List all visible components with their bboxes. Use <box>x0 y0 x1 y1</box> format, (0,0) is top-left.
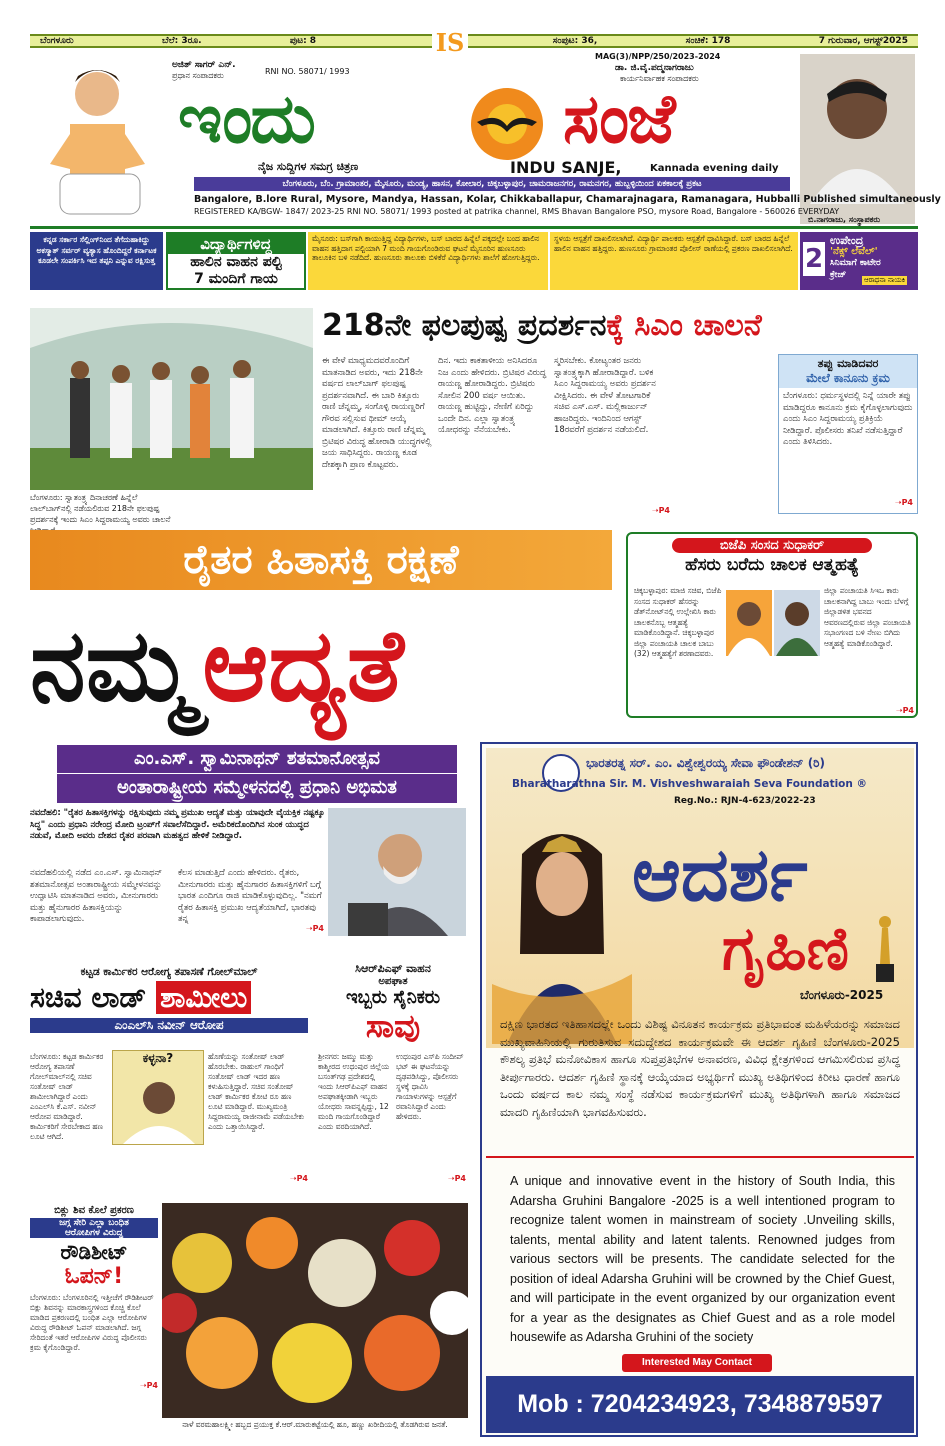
swami-col-2: ಕೆಲಸ ಮಾಡುತ್ತಿದೆ ಎಂದು ಹೇಳಿದರು. ರೈತರು, ಮೀನುಗಾರರು ಮತ್ತು ಹೈನುಗಾರರ ಹಿತಾಸಕ್ತಿಗಳಿಗೆ ಬಗ್ಗೆ ಭಾರತ ಎಂದಿಗೂ ರಾಜಿ ಮಾಡಿಕೊಳ್ಳುವುದಿಲ್ಲ. "ನಮಗೆ ರೈತರ ಹಿತಾಸಕ್ತಿ ಪ್ರಮುಖ ಆದ್ಯತೆಯಾಗಿದೆ, ಭಾರತವು ತನ್ನ <box>178 868 322 924</box>
english-desc: Kannada evening daily <box>650 163 779 174</box>
volume-label: ಸಂಪುಟ: 36, <box>552 36 598 46</box>
lad-story <box>30 966 308 1186</box>
exec-editor-name: ಡಾ. ಜಿ.ವೈ.ಪದ್ಮನಾಗರಾಜು <box>615 63 694 73</box>
bjp-continued: ➝P4 <box>895 706 914 715</box>
model-illustration <box>492 814 632 1044</box>
trophy-icon <box>872 914 898 984</box>
top-strip <box>30 34 918 48</box>
sunset-logo <box>452 84 562 164</box>
is-logo: IS <box>432 28 468 56</box>
masthead-rule <box>30 226 918 229</box>
rowdy-headline-1: ರೌಡಿಶೀಟ್ <box>60 1240 128 1264</box>
lad-col-2: ಹೊಣೆಯನ್ನು ಸಂತೋಷ್ ಲಾಡ್ ಹೊರಬೇಕು. ರಾಹುಲ್ ಗಾಂಧಿಗೆ ಸಂತೋಷ್ ಲಾಡ್ ಇದರ ಹಣ ಕಳುಹಿಸುತ್ತಿದ್ದಾರೆ. ಸಚಿವ ಸಂತೋಷ್ ಲಾಡ್ ಕಾರ್ಮಿಕರ ಕೋಟಿ ರೂ ಹಣ ಲೂಟಿ ಮಾಡಿದ್ದಾರೆ. ಮುಖ್ಯಮಂತ್ರಿ ಸಿದ್ದರಾಮಯ್ಯ ರಾಜೀನಾಮೆ ಪಡೆಯಬೇಕು ಎಂದು ಒತ್ತಾಯಿಸಿದ್ದಾರೆ. <box>208 1052 305 1131</box>
upendra-box <box>800 232 918 290</box>
editions-english: Bangalore, B.lore Rural, Mysore, Mandya, Hassan, Kolar, Chikkaballapur, Chamarajnagara, Ramanagara, Hubballi Published simultaneously <box>194 194 941 205</box>
crpf-col-1: ಶ್ರೀನಗರ: ಜಮ್ಮು ಮತ್ತು ಕಾಶ್ಮೀರದ ಉಧಂಪುರ ಜಿಲ್ಲೆಯ ಬಸಂತ್‌ಗಢ ಪ್ರದೇಶದಲ್ಲಿ ಇಂದು ಸಿಆರ್‌ಪಿಎಫ್ ವಾಹನ ಅಪಘಾತಕ್ಕೀಡಾಗಿ ಇಬ್ಬರು ಯೋಧರು ಸಾವನ್ನಪ್ಪಿದ್ದು, 12 ಮಂದಿ ಗಾಯಗೊಂಡಿದ್ದಾರೆ ಎಂದು ವರದಿಯಾಗಿದೆ. <box>318 1052 390 1131</box>
rowdy-kicker: ಬಿಕ್ಲು ಶಿವ ಕೊಲೆ ಪ್ರಕರಣ <box>54 1205 134 1216</box>
foundation-en: Bharatharathna Sir. M. Vishveshwaraiah Seva Foundation ® <box>512 778 868 790</box>
contact-label: Interested May Contact <box>622 1354 772 1372</box>
lad-bubble: ಕಳ್ಳನಾ? <box>142 1051 174 1065</box>
ticker-body-2: ಸ್ಥಳಯ ಆಸ್ಪತ್ರೆಗೆ ದಾಖಲಿಸಲಾಗಿದೆ. ವಿದ್ಯಾರ್ಥಿ ಪಾಲಕರು ಆಸ್ಪತ್ರೆಗೆ ಧಾವಿಸಿದ್ದಾರೆ. ಬಸ್ ಬಾರದ ಹಿನ್ನೆಲೆ ಹಾಲಿನ ವಾಹನ ಹತ್ತಿದ್ದರು. ಹುಣಸೂರು ಗ್ರಾಮಾಂತರ ಪೊಲೀಸ್ ಠಾಣೆಯಲ್ಲಿ ಪ್ರಕರಣ ದಾಖಲಿಸಲಾಗಿದೆ. <box>550 232 798 290</box>
ad-place: ಬೆಂಗಳೂರು-2025 <box>800 988 884 1002</box>
story1-headline <box>322 308 762 343</box>
crpf-story <box>318 962 468 1187</box>
issue-label: ಸಂಚಿಕೆ: 178 <box>685 36 731 46</box>
swami-headline-box <box>57 745 457 803</box>
flower-market-caption: ನಾಳೆ ವರಮಹಾಲಕ್ಷ್ಮೀ ಹಬ್ಬದ ಪ್ರಯುಕ್ತ ಕೆ.ಆರ್.ಮಾರುಕಟ್ಟೆಯಲ್ಲಿ ಹೂ, ಹಣ್ಣು ಖರೀದಿಯಲ್ಲಿ ತೊಡಗಿರುವ ಜನತೆ. <box>182 1420 448 1429</box>
flower-market-photo <box>162 1203 468 1418</box>
foundation-kn: ಭಾರತರತ್ನ ಸರ್. ಎಂ. ವಿಶ್ವೇಶ್ವರಯ್ಯ ಸೇವಾ ಫೌಂಡೇಶನ್ (ರಿ) <box>586 756 826 770</box>
lad-kicker: ಕಟ್ಟಡ ಕಾರ್ಮಿಕರ ಆರೋಗ್ಯ ತಪಾಸಣೆ ಗೋಲ್‌ಮಾಲ್ <box>80 966 258 978</box>
sidebar-story <box>778 354 918 514</box>
ticker-headline-2: ಹಾಲಿನ ವಾಹನ ಪಲ್ಟಿ <box>190 254 282 270</box>
crpf-kicker-2: ಅಪಘಾತ <box>378 976 408 987</box>
city-label: ಬೆಂಗಳೂರು <box>40 36 74 46</box>
upendra-tag: ಆರಾಧನಾ ನಾಯಕಿ <box>864 276 906 284</box>
swami-lead: ನವದೆಹಲಿ: "ರೈತರ ಹಿತಾಸಕ್ತಿಗಳನ್ನು ರಕ್ಷಿಸುವುದು ನಮ್ಮ ಪ್ರಮುಖ ಆದ್ಯತೆ ಮತ್ತು ಯಾವುದೇ ವೈಯಕ್ತಿಕ ನಷ್ಟಕ್ಕೂ ಸಿದ್ಧ" ಎಂದು ಪ್ರಧಾನಿ ನರೇಂದ್ರ ಮೋದಿ ಟ್ರಂಪ್‌ಗೆ ಸವಾಲೆಸೆದಿದ್ದಾರೆ. ಅಮೆರಿಕದೊಂದಿಗಿನ ಸುಂಕ ಯುದ್ಧದ ನಡುವೆ, ಮೋದಿ ಅವರು ದೇಶದ ರೈತರ ಪರವಾಗಿ ಮಹತ್ವದ ಹೇಳಿಕೆ ನೀಡಿದ್ದಾರೆ. <box>30 808 325 841</box>
lad-photo <box>112 1050 204 1145</box>
upendra-line-2: 'ನೆಕ್ಸ್ ಲೆವೆಲ್' <box>830 246 878 257</box>
ad-english-body: A unique and innovative event in the history of South India, this Adarsha Gruhini Bangalore -2025 is a well intentioned program to recognize talent women in mainstream of society .Unveiling skills, talents, mental ability and latent talents. Renowned judges from various sectors will be presents. The candidate selected for the position of ideal Adarsha Gruhini will be crowned by the Chief Guest, and will participate in the event organized by our organization event for a year as the designates as Chief Guest and as a role model housewife as Adarsha Gruhini of the society <box>510 1174 895 1344</box>
bjp-title: ಬಿಜೆಪಿ ಸಂಸದ ಸುಧಾಕರ್ <box>672 538 872 553</box>
sidebar-title-2: ಮೇಲೆ ಕಾನೂನು ಕ್ರಮ <box>806 371 890 385</box>
banner-red: ಆದ್ಯತೆ <box>202 607 404 724</box>
english-name: INDU SANJE, <box>510 158 622 177</box>
foundation-reg: Reg.No.: RJN-4-623/2022-23 <box>674 796 816 806</box>
lad-continued: ➝P4 <box>289 1174 308 1183</box>
lad-subtitle: ಎಂಎಲ್‌ಸಿ ನವೀನ್ ಆರೋಪ <box>30 1018 308 1033</box>
lad-headline-black: ಸಚಿವ ಲಾಡ್ <box>30 981 147 1014</box>
sidebar-continued: ➝P4 <box>894 498 913 507</box>
ticker-body-1: ಮೈಸೂರು: ಬಸ್‌ಗಾಗಿ ಕಾಯುತ್ತಿದ್ದ ವಿದ್ಯಾರ್ಥಿಗಳು, ಬಸ್ ಬಾರದ ಹಿನ್ನೆಲೆ ಪಕ್ಕದಲ್ಲೇ ಬಂದ ಹಾಲಿನ ವಾಹನ ಹತ್ತಿದಾಗ ಪಲ್ಟಿಯಾಗಿ 7 ಮಂದಿ ಗಾಯಗೊಂಡಿರುವ ಘಟನೆ ಮೈಸೂರಿನ ಹುಣಸೂರು ತಾಲೂಕಿನ ಬಳಿ ನಡೆದಿದೆ. ಹುಣಸೂರು ತಾಲೂಕು ಬಿಳಿಕೆರೆ ವಿದ್ಯಾರ್ಥಿಗಳು ಶಾಲೆಗೆ ಹೋಗುತ್ತಿದ್ದರು. <box>308 232 548 290</box>
rowdy-sub-1: ಜಗ್ಗ ಸೇರಿ ಎಲ್ಲಾ ಬಂಧಿತ <box>30 1218 158 1228</box>
adarsha-ad <box>480 742 918 1437</box>
banner-top: ರೈತರ ಹಿತಾಸಕ್ತಿ ರಕ್ಷಣೆ <box>30 530 612 590</box>
crpf-kicker-1: ಸಿಆರ್‌ಪಿಎಫ್ ವಾಹನ <box>355 962 431 975</box>
upendra-line-1: ಉಪೇಂದ್ರ <box>830 234 864 247</box>
swami-continued: ➝P4 <box>305 924 324 933</box>
ad-title-2: ಗೃಹಿಣಿ <box>722 914 850 984</box>
crpf-col-2: ಉಧಂಪುರ ಎಸ್‌ಪಿ ಸಂದೀಪ್ ಭಟ್ ಈ ಘಟನೆಯನ್ನು ದೃಢಪಡಿಸಿದ್ದು, ಪೊಲೀಸರು ಸ್ಥಳಕ್ಕೆ ಧಾವಿಸಿ ಗಾಯಾಳುಗಳನ್ನು ಆಸ್ಪತ್ರೆಗೆ ರವಾನಿಸಿದ್ದಾರೆ ಎಂದು ಹೇಳಿದರು. <box>396 1052 464 1121</box>
upendra-number: 2 <box>804 244 824 274</box>
rowdy-body: ಬೆಂಗಳೂರು: ಬೆಂಗಳೂರಿನಲ್ಲಿ ಇತ್ತೀಚೆಗೆ ರೌಡಿಶೀಟರ್ ಬಿಕ್ಲು ಶಿವನನ್ನು ಮಾರಕಾಸ್ತ್ರಗಳಿಂದ ಕೊಚ್ಚಿ ಕೊಲೆ ಮಾಡಿದ ಪ್ರಕರಣದಲ್ಲಿ ಬಂಧಿತ ಎಲ್ಲಾ ಆರೋಪಿಗಳ ವಿರುದ್ಧ ರೌಡಿಶೀಟ್ ಓಪನ್ ಮಾಡಲಾಗಿದೆ. ಜಗ್ಗ ಸೇರಿದಂತೆ ಇತರೆ ಆರೋಪಿಗಳ ವಿರುದ್ಧ ಪೊಲೀಸರು ಕ್ರಮ ಕೈಗೊಂಡಿದ್ದಾರೆ. <box>30 1293 154 1352</box>
flower-show-caption: ಬೆಂಗಳೂರು: ಸ್ವಾತಂತ್ರ್ಯ ದಿನಾಚರಣೆ ಹಿನ್ನೆಲೆ ಲಾಲ್‌ಬಾಗ್‌ನಲ್ಲಿ ನಡೆಯಲಿರುವ 218ನೇ ಫಲಪುಷ್ಪ ಪ್ರದರ್ಶನಕ್ಕೆ ಇಂದು ಸಿಎಂ ಸಿದ್ದರಾಮಯ್ಯ ಅವರು ಚಾಲನೆ <box>30 493 171 524</box>
driver-photo <box>774 590 820 656</box>
crpf-headline-2: ಸಾವು <box>365 1007 421 1045</box>
swami-line-1: ಎಂ.ಎಸ್. ಸ್ವಾಮಿನಾಥನ್ ಶತಮಾನೋತ್ಸವ <box>57 745 457 774</box>
mag-number: MAG(3)/NPP/250/2023-2024 <box>595 52 721 61</box>
title-right: ಸಂಜೆ <box>563 80 674 159</box>
bjp-left-text: ಚಿಕ್ಕಬಳ್ಳಾಪುರ: ಮಾಜಿ ಸಚಿವ, ಬಿಜೆಪಿ ಸಂಸದ ಸುಧಾಕರ್ ಹೆಸರನ್ನು ಡೆತ್‌ನೋಟ್‌ನಲ್ಲಿ ಉಲ್ಲೇಖಿಸಿ ಕಾರು ಚಾಲಕನೊಬ್ಬ ಆತ್ಮಹತ್ಯೆ ಮಾಡಿಕೊಂಡಿದ್ದಾನೆ. ಚಿಕ್ಕಬಳ್ಳಾಪುರ ಜಿಲ್ಲಾ ಪಂಚಾಯತಿ ಚಾಲಕ ಬಾಬು (32) ಆತ್ಮಹತ್ಯೆಗೆ ಶರಣಾದವರು. <box>634 586 722 658</box>
sidebar-title-1: ತಪ್ಪು ಮಾಡಿದವರ <box>817 357 879 370</box>
story1-col-1: ಈ ವೇಳೆ ಮಾಧ್ಯಮದವರೊಂದಿಗೆ ಮಾತನಾಡಿದ ಅವರು, ಇದು 218ನೇ ವರ್ಷದ ಲಾಲ್‌ಬಾಗ್ ಫಲಪುಷ್ಪ ಪ್ರದರ್ಶನವಾಗಿದೆ. ಈ ಬಾರಿ ಕಿತ್ತೂರು ರಾಣಿ ಚೆನ್ನಮ್ಮ, ಸಂಗೊಳ್ಳಿ ರಾಯಣ್ಣರಿಗೆ ಗೌರವ ಸಲ್ಲಿಸುವ ಥೀಮ್ ಆಯ್ಕೆ ಮಾಡಲಾಗಿದೆ. ಕಿತ್ತೂರು ರಾಣಿ ಚೆನ್ನಮ್ಮ ಬ್ರಿಟಿಷರ ವಿರುದ್ಧ ಹೋರಾಡಿ ಯುದ್ಧಗಳಲ್ಲಿ ಜಯ ಸಾಧಿಸಿದ್ದರು. ರಾಯಣ್ಣ ಕೂಡ ದೇಶಕ್ಕಾಗಿ ಪ್ರಾಣ ಕೊಟ್ಟವರು. <box>322 356 432 470</box>
story1-col-2: ದಿನ. ಇದು ಕಾಕತಾಳೀಯ ಅನಿಸಿದರೂ ನಿಜ ಎಂದು ಹೇಳಿದರು. ಬ್ರಿಟಿಷರ ವಿರುದ್ಧ ರಾಯಣ್ಣ ಹೋರಾಡಿದ್ದರು. ಬ್ರಿಟಿಷರು ಸೋಲಿನ 200 ವರ್ಷ ಆಯಿತು. ರಾಯಣ್ಣ ಹುಟ್ಟಿದ್ದು, ನೇಣಿಗೆ ಏರಿದ್ದು ಒಂದೇ ದಿನ. ಎಲ್ಲಾ ಸ್ವಾತಂತ್ರ್ಯ ಯೋಧರನ್ನು ನೆನೆಯಬೇಕು. <box>438 356 547 435</box>
title-left: ಇಂದು <box>178 80 314 159</box>
flower-show-photo <box>30 308 313 490</box>
swami-line-2: ಅಂತಾರಾಷ್ಟ್ರೀಯ ಸಮ್ಮೇಳನದಲ್ಲಿ ಪ್ರಧಾನಿ ಅಭಿಮತ <box>117 777 397 798</box>
rni-number: RNI NO. 58071/ 1993 <box>265 67 350 76</box>
bjp-story <box>626 532 918 718</box>
story1-headline-red: ಕ್ಕೆ ಸಿಎಂ ಚಾಲನೆ <box>606 308 762 343</box>
price-label: ಬೆಲೆ: 3ರೂ. <box>161 36 202 46</box>
rowdy-continued: ➝P4 <box>139 1381 158 1390</box>
swami-col-1: ನವದೆಹಲಿಯಲ್ಲಿ ನಡೆದ ಎಂ.ಎಸ್. ಸ್ವಾಮಿನಾಥನ್ ಶತಮಾನೋತ್ಸವ ಅಂತಾರಾಷ್ಟ್ರೀಯ ಸಮ್ಮೇಳನವನ್ನು ಉದ್ಘಾಟಿಸಿ ಮಾತನಾಡಿದ ಅವರು, ಮೀನುಗಾರರು ಮತ್ತು ಹೈನುಗಾರರ ಹಿತಾಸಕ್ತಿಯನ್ನು ಕಾಪಾಡಲಾಗುವುದು. <box>30 868 163 924</box>
registration-line: REGISTERED KA/BGW- 1847/ 2023-25 RNI NO. 58071/ 1993 posted at patrika channel, RMS Bhavan Bangalore PSO, mysore Road, Bangalore - 560026 EVERYDAY <box>194 207 840 216</box>
modi-photo <box>328 808 466 936</box>
exec-editor-role: ಕಾರ್ಯನಿರ್ವಾಹಕ ಸಂಪಾದಕರು <box>620 74 699 83</box>
editor-name: ಅಜಿತ್ ಸಾಗರ್ ಎನ್. <box>172 60 236 70</box>
rowdy-story <box>30 1205 158 1435</box>
ad-title-1: ಆದರ್ಶ <box>632 832 808 918</box>
sudhakar-photo <box>726 590 772 656</box>
editor-role: ಪ್ರಧಾನ ಸಂಪಾದಕರು <box>172 71 224 80</box>
story1-col-3: ಸ್ಮರಿಸಬೇಕು. ಕೋಟ್ಯಂತರ ಜನರು ಸ್ವಾತಂತ್ರ್ಯಕ್ಕಾಗಿ ಹೋರಾಡಿದ್ದಾರೆ. ಬಳಿಕ ಸಿಎಂ ಸಿದ್ದರಾಮಯ್ಯ ಅವರು ಪ್ರದರ್ಶನ ವೀಕ್ಷಿಸಿದರು. ಈ ವೇಳೆ ತೋಟಗಾರಿಕೆ ಸಚಿವ ಎಸ್.ಎಸ್. ಮಲ್ಲಿಕಾರ್ಜುನ್ ಹಾಜರಿದ್ದರು. ಇಂದಿನಿಂದ ಆಗಸ್ಟ್ 18ರವರೆಗೆ ಪ್ರದರ್ಶನ ನಡೆಯಲಿದೆ. <box>554 356 656 435</box>
bjp-right-text: ಜಿಲ್ಲಾ ಪಂಚಾಯತಿ ಸಿಇಒ ಕಾರು ಚಾಲಕನಾಗಿದ್ದ ಬಾಬು ಇಂದು ಬೆಳಗ್ಗೆ ಜಿಲ್ಲಾಡಳಿತ ಭವನದ ಆವರಣದಲ್ಲಿರುವ ಜಿಲ್ಲಾ ಪಂಚಾಯತಿ ಸಭಾಂಗಣದ ಬಳಿ ನೇಣು ಬಿಗಿದು ಆತ್ಮಹತ್ಯೆ ಮಾಡಿಕೊಂಡಿದ್ದಾರೆ. <box>824 586 911 648</box>
banner-black: ನಮ್ಮ <box>30 607 195 724</box>
ticker-headline-3: 7 ಮಂದಿಗೆ ಗಾಯ <box>194 271 278 287</box>
rowdy-headline-2: ಓಪನ್! <box>64 1264 124 1289</box>
bjp-subtitle: ಹೆಸರು ಬರೆದು ಚಾಲಕ ಆತ್ಮಹತ್ಯೆ <box>685 555 859 575</box>
date-label: 7 ಗುರುವಾರ, ಆಗಸ್ಟ್2025 <box>818 36 908 46</box>
upendra-line-3: ಸಿನಿಮಾಗೆ ಕಾಟೇರ <box>830 258 881 268</box>
editions-kannada: ಬೆಂಗಳೂರು, ಬೆಂ. ಗ್ರಾಮಾಂತರ, ಮೈಸೂರು, ಮಂಡ್ಯ, ಹಾಸನ, ಕೋಲಾರ, ಚಿಕ್ಕಬಳ್ಳಾಪುರ, ಚಾಮರಾಜನಗರ, ರಾಮನಗರ, ಹುಬ್ಬಳ್ಳಿಯಿಂದ ಏಕಕಾಲಕ್ಕೆ ಪ್ರಕಟ <box>194 177 790 191</box>
banner-main <box>30 598 404 733</box>
rowdy-sub-2: ಆರೋಪಿಗಳ ವಿರುದ್ಧ <box>30 1228 158 1238</box>
lad-headline <box>30 981 308 1015</box>
sidebar-body: ಬೆಂಗಳೂರು: ಧರ್ಮಸ್ಥಳದಲ್ಲಿ ನಿನ್ನೆ ಯಾರೇ ತಪ್ಪು ಮಾಡಿದ್ದರೂ ಕಾನೂನು ಕ್ರಮ ಕೈಗೊಳ್ಳಲಾಗುವುದು ಎಂದು ಸಿಎಂ ಸಿದ್ದರಾಮಯ್ಯ ಪ್ರತಿಕ್ರಿಯೆ ನೀಡಿದ್ದಾರೆ. ಪೊಲೀಸರು ತನಿಖೆ ನಡೆಸುತ್ತಿದ್ದಾರೆ ಎಂದು ತಿಳಿಸಿದರು. <box>783 391 913 447</box>
upendra-line-4: ಕ್ರೇಜ್ <box>830 270 847 280</box>
notice-box: ಕನ್ನಡ ಸರ್ಕಾರ ಸೆಲ್ಲಿಂಗ್‌ನಿಂದ ತೆಗೆದುಹಾಕಿದ್ದು ಅಕಸ್ಮಾತ್ ಸರ್ವರ್ ವ್ಯತ್ಯಾಸ ಹೊಂದಿದ್ದರೆ ಕರ್ನಾಟಕ ಕೂಡಲೇ ಸಂಪರ್ಕಿಸಿ ಇದ ತಪ್ಪನಿ ಎನ್ನುವ ರಕ್ಷಿಸುತ್ತ <box>30 232 163 290</box>
ad-divider <box>486 1156 914 1158</box>
crpf-continued: ➝P4 <box>447 1174 466 1183</box>
contact-mobile[interactable]: Mob : 7204234923, 7348879597 <box>486 1376 914 1433</box>
ticker-headline-box <box>166 232 306 290</box>
story1-headline-black: 218ನೇ ಫಲಪುಷ್ಪ ಪ್ರದರ್ಶನ <box>322 308 607 343</box>
lad-headline-red: ಶಾಮೀಲು <box>156 981 251 1014</box>
crpf-headline-1: ಇಬ್ಬರು ಸೈನಿಕರು <box>345 987 441 1008</box>
tagline: ನೈಜ ಸುದ್ದಿಗಳ ಸಮಗ್ರ ಚಿತ್ರಣ <box>258 160 359 173</box>
lad-col-1: ಬೆಂಗಳೂರು: ಕಟ್ಟಡ ಕಾರ್ಮಿಕರ ಆರೋಗ್ಯ ತಪಾಸಣೆ ಗೋಲ್‌ಮಾಲ್‌ನಲ್ಲಿ ಸಚಿವ ಸಂತೋಷ್ ಲಾಡ್ ಶಾಮೀಲಾಗಿದ್ದಾರೆ ಎಂದು ಎಂಎಲ್‌ಸಿ ಕೆ.ಎಸ್. ನವೀನ್ ಆರೋಪ ಮಾಡಿದ್ದಾರೆ. ಕಾರ್ಮಿಕರಿಗೆ ಸೇರಬೇಕಾದ ಹಣ ಲೂಟಿ ಆಗಿದೆ. <box>30 1052 104 1141</box>
founder-caption: ಬಿ.ನಾಗರಾಜು, ಸಂಸ್ಥಾಪಕರು <box>808 215 880 224</box>
ad-kannada-body: ದಕ್ಷಿಣ ಭಾರತದ ಇತಿಹಾಸದಲ್ಲೇ ಒಂದು ವಿಶಿಷ್ಟ ವಿನೂತನ ಕಾರ್ಯಕ್ರಮ ಪ್ರತಿಭಾವಂತ ಮಹಿಳೆಯರನ್ನು ಸಮಾಜದ ಮುಖ್ಯವಾಹಿನಿಯಲ್ಲಿ ಗುರುತಿಸುವ ಸದುದ್ದೇಶದ ಕಾರ್ಯಕ್ರಮವೇ ಈ ಆದರ್ಶ ಗೃಹಿಣಿ ಬೆಂಗಳೂರು-2025 ಕೌಶಲ್ಯ ಪ್ರತಿಭೆ ಮನೋವಿಕಾಸ ಹಾಗೂ ಸುಪ್ತಪ್ರತಿಭೆಗಳ ಅನಾವರಣ, ವಿವಿಧ ಕ್ಷೇತ್ರಗಳಿಂದ ಆಗಮಿಸಲಿರುವ ಪ್ರಸಿದ್ಧ ತೀರ್ಪುಗಾರರು. ಆದರ್ಶ ಗೃಹಿಣಿ ಸ್ಥಾನಕ್ಕೆ ಆಯ್ಕೆಯಾದ ಅಭ್ಯರ್ಥಿಗೆ ಮುಖ್ಯ ಅತಿಥಿಗಳಿಂದ ಕಿರೀಟ ಧಾರಣೆ ಹಾಗೂ ಒಂದು ವರ್ಷದ ಕಾಲ ನಮ್ಮ ಸಂಸ್ಥೆ ನಡೆಸುವ ಕಾರ್ಯಕ್ರಮಗಳಿಗೆ ಮುಖ್ಯ ಅತಿಥಿಗಳಾಗಿ ಹಾಗೂ ಸಮಾಜದ ಮಾದರಿ ಗೃಹಿಣಿಯಾಗಿ ಭಾಗವಹಿಸುವರು. <box>500 1017 900 1119</box>
saint-illustration <box>30 54 165 224</box>
ticker-headline-1: ವಿದ್ಯಾರ್ಥಿಗಳಿದ್ದ <box>168 234 304 254</box>
pages-label: ಪುಟ: 8 <box>289 36 317 46</box>
story1-continued: ➝P4 <box>651 506 670 515</box>
